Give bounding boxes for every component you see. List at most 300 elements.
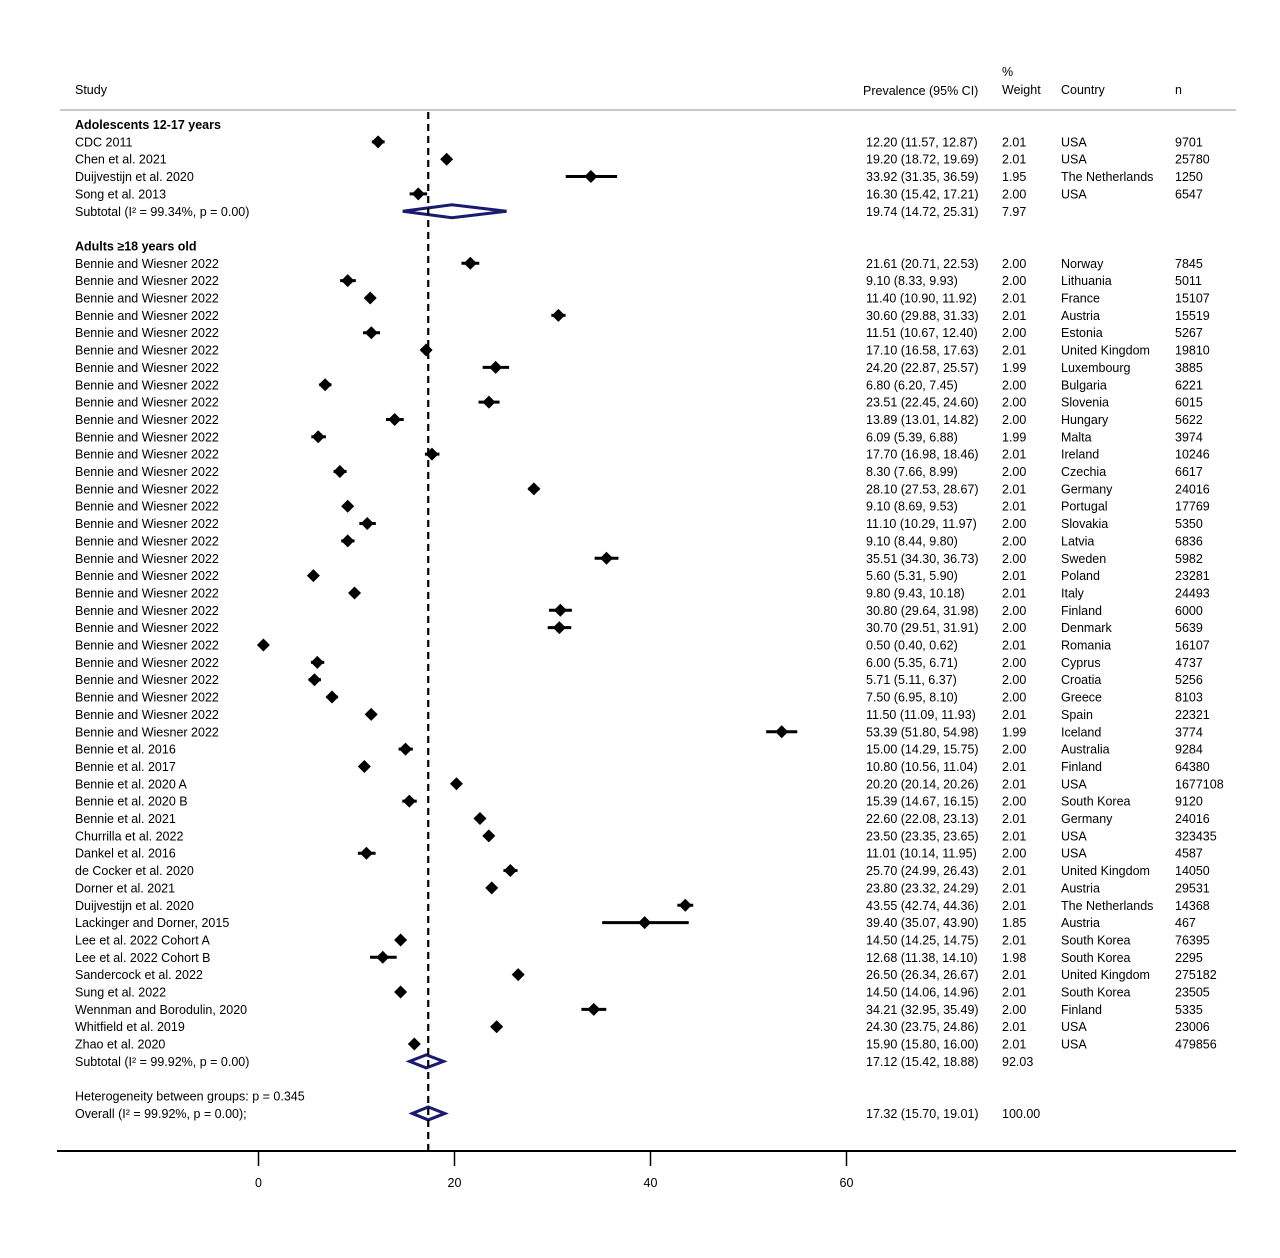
weight-value: 2.01 [1002, 343, 1027, 358]
country-value: USA [1061, 135, 1087, 150]
weight-value: 2.01 [1002, 985, 1027, 1000]
header-study: Study [75, 83, 107, 97]
country-value: USA [1061, 777, 1087, 792]
prevalence-ci-value: 14.50 (14.06, 14.96) [866, 985, 979, 1000]
pooled-weight-value: 100.00 [1002, 1106, 1041, 1121]
study-label: Bennie and Wiesner 2022 [75, 499, 219, 514]
study-label: Bennie and Wiesner 2022 [75, 395, 219, 410]
point-estimate-marker [365, 326, 378, 339]
sample-size-value: 323435 [1175, 829, 1217, 844]
point-estimate-marker [408, 1038, 421, 1051]
weight-value: 2.00 [1002, 395, 1027, 410]
table-row [75, 916, 1196, 930]
table-row [75, 847, 1203, 861]
prevalence-ci-value: 11.10 (10.29, 11.97) [866, 517, 977, 532]
country-value: South Korea [1061, 950, 1131, 965]
prevalence-ci-value: 12.68 (11.38, 14.10) [866, 950, 978, 965]
country-value: Iceland [1061, 725, 1102, 740]
study-label: Dorner et al. 2021 [75, 881, 176, 896]
weight-value: 2.00 [1002, 742, 1027, 757]
sample-size-value: 64380 [1175, 759, 1210, 774]
table-row [75, 500, 1210, 514]
country-value: The Netherlands [1061, 170, 1154, 185]
point-estimate-marker [473, 812, 486, 825]
header-country: Country [1061, 83, 1105, 97]
study-label: Bennie and Wiesner 2022 [75, 465, 219, 479]
study-label: Duijvestijn et al. 2020 [75, 170, 194, 185]
country-value: United Kingdom [1061, 343, 1150, 358]
weight-value: 2.01 [1002, 482, 1027, 497]
country-value: United Kingdom [1061, 968, 1150, 983]
table-row [75, 708, 1210, 722]
prevalence-ci-value: 0.50 (0.40, 0.62) [866, 638, 958, 653]
prevalence-ci-value: 23.80 (23.32, 24.29) [866, 881, 979, 896]
point-estimate-marker [307, 569, 320, 582]
sample-size-value: 76395 [1175, 933, 1210, 948]
sample-size-value: 14050 [1175, 864, 1210, 879]
sample-size-value: 24016 [1175, 812, 1210, 826]
prevalence-ci-value: 12.20 (11.57, 12.87) [866, 135, 978, 150]
study-label: Bennie and Wiesner 2022 [75, 447, 219, 462]
table-row [75, 552, 1203, 566]
table-row [75, 292, 1210, 306]
point-estimate-marker [399, 743, 412, 756]
table-row [75, 864, 1210, 878]
study-label: Sandercock et al. 2022 [75, 968, 203, 983]
table-row [75, 153, 1210, 167]
point-estimate-marker [504, 864, 517, 877]
country-value: Denmark [1061, 621, 1112, 636]
country-value: Ireland [1061, 447, 1100, 462]
study-label: Whitfield et al. 2019 [75, 1020, 185, 1035]
sample-size-value: 16107 [1175, 638, 1210, 653]
table-row [75, 135, 1203, 149]
study-label: Bennie et al. 2020 A [75, 777, 187, 792]
point-estimate-marker [360, 847, 373, 860]
country-value: Norway [1061, 256, 1104, 271]
study-label: Churrilla et al. 2022 [75, 829, 184, 844]
table-row [75, 743, 1203, 757]
table-row [75, 812, 1210, 826]
country-value: Germany [1061, 482, 1113, 497]
weight-value: 1.98 [1002, 950, 1027, 965]
table-row [75, 465, 1203, 479]
table-row [75, 378, 1203, 392]
weight-value: 2.01 [1002, 898, 1027, 913]
table-row [75, 534, 1203, 548]
table-row [75, 725, 1203, 739]
study-label: Wennman and Borodulin, 2020 [75, 1002, 248, 1017]
point-estimate-marker [553, 621, 566, 634]
prevalence-ci-value: 26.50 (26.34, 26.67) [866, 968, 979, 983]
study-label: Bennie and Wiesner 2022 [75, 360, 219, 375]
prevalence-ci-value: 30.60 (29.88, 31.33) [866, 308, 979, 323]
sample-size-value: 10246 [1175, 447, 1210, 462]
point-estimate-marker [412, 187, 425, 200]
country-value: The Netherlands [1061, 898, 1154, 913]
study-label: Bennie and Wiesner 2022 [75, 690, 219, 705]
sample-size-value: 6000 [1175, 603, 1203, 618]
point-estimate-marker [775, 725, 788, 738]
table-row [75, 187, 1203, 201]
weight-value: 2.00 [1002, 534, 1027, 549]
study-label: Bennie and Wiesner 2022 [75, 378, 219, 393]
country-value: Finland [1061, 1002, 1102, 1017]
study-label: Bennie and Wiesner 2022 [75, 725, 219, 740]
study-label: Bennie and Wiesner 2022 [75, 586, 219, 601]
group-title: Adolescents 12-17 years [75, 118, 221, 132]
prevalence-ci-value: 43.55 (42.74, 44.36) [866, 898, 979, 913]
weight-value: 2.00 [1002, 326, 1027, 341]
sample-size-value: 23006 [1175, 1020, 1210, 1035]
header-prevalence: Prevalence (95% CI) [863, 84, 979, 98]
table-row [75, 309, 1210, 323]
weight-value: 1.95 [1002, 170, 1027, 185]
weight-value: 2.01 [1002, 777, 1027, 792]
prevalence-ci-value: 30.80 (29.64, 31.98) [866, 603, 979, 618]
sample-size-value: 5982 [1175, 551, 1203, 566]
point-estimate-marker [587, 1003, 600, 1016]
country-value: Croatia [1061, 673, 1102, 688]
weight-value: 2.01 [1002, 1020, 1027, 1035]
prevalence-ci-value: 28.10 (27.53, 28.67) [866, 482, 979, 497]
point-estimate-marker [361, 517, 374, 530]
x-tick-label: 60 [839, 1176, 854, 1190]
sample-size-value: 5267 [1175, 326, 1203, 341]
country-value: USA [1061, 1020, 1087, 1035]
prevalence-ci-value: 16.30 (15.42, 17.21) [866, 187, 979, 202]
weight-value: 2.00 [1002, 551, 1027, 566]
prevalence-ci-value: 17.70 (16.98, 18.46) [866, 447, 979, 462]
table-row [75, 760, 1210, 774]
country-value: Hungary [1061, 412, 1109, 427]
prevalence-ci-value: 14.50 (14.25, 14.75) [866, 933, 979, 948]
point-estimate-marker [257, 639, 270, 652]
weight-value: 2.01 [1002, 881, 1027, 896]
prevalence-ci-value: 34.21 (32.95, 35.49) [866, 1002, 979, 1017]
country-value: Lithuania [1061, 274, 1112, 289]
study-label: Bennie et al. 2017 [75, 759, 176, 774]
country-value: Austria [1061, 881, 1100, 896]
sample-size-value: 22321 [1175, 707, 1210, 722]
study-label: Bennie and Wiesner 2022 [75, 534, 219, 549]
table-row [75, 829, 1217, 843]
weight-value: 2.00 [1002, 378, 1027, 393]
country-value: South Korea [1061, 985, 1131, 1000]
prevalence-ci-value: 11.51 (10.67, 12.40) [866, 326, 978, 341]
country-value: Romania [1061, 638, 1112, 653]
study-label: de Cocker et al. 2020 [75, 864, 194, 879]
sample-size-value: 275182 [1175, 968, 1217, 983]
study-label: Sung et al. 2022 [75, 985, 167, 1000]
table-row [75, 517, 1203, 531]
weight-value: 2.01 [1002, 707, 1027, 722]
table-row [75, 344, 1210, 358]
sample-size-value: 3974 [1175, 430, 1203, 445]
country-value: USA [1061, 829, 1087, 844]
point-estimate-marker [552, 309, 565, 322]
prevalence-ci-value: 5.60 (5.31, 5.90) [866, 569, 958, 584]
study-label: Bennie and Wiesner 2022 [75, 517, 219, 532]
header-n: n [1175, 83, 1182, 97]
point-estimate-marker [319, 378, 332, 391]
pooled-label: Overall (I² = 99.92%, p = 0.00); [75, 1106, 247, 1121]
prevalence-ci-value: 17.10 (16.58, 17.63) [866, 343, 979, 358]
country-value: Slovakia [1061, 517, 1109, 532]
country-value: Malta [1061, 430, 1092, 445]
prevalence-ci-value: 15.00 (14.29, 15.75) [866, 742, 979, 757]
country-value: Spain [1061, 707, 1093, 722]
sample-size-value: 4737 [1175, 655, 1203, 670]
point-estimate-marker [394, 986, 407, 999]
point-estimate-marker [600, 552, 613, 565]
table-row [75, 621, 1203, 635]
point-estimate-marker [420, 344, 433, 357]
table-row [75, 413, 1203, 427]
country-value: Greece [1061, 690, 1102, 705]
table-row [75, 170, 1203, 184]
table-row [75, 673, 1203, 687]
weight-value: 2.00 [1002, 274, 1027, 289]
study-label: Bennie and Wiesner 2022 [75, 291, 219, 306]
prevalence-ci-value: 11.50 (11.09, 11.93) [866, 707, 976, 722]
prevalence-ci-value: 30.70 (29.51, 31.91) [866, 621, 979, 636]
study-label: Lee et al. 2022 Cohort A [75, 933, 210, 948]
weight-value: 2.00 [1002, 690, 1027, 705]
country-value: Sweden [1061, 551, 1107, 566]
table-row [75, 326, 1203, 340]
weight-value: 2.00 [1002, 673, 1027, 688]
prevalence-ci-value: 13.89 (13.01, 14.82) [866, 412, 979, 427]
prevalence-ci-value: 25.70 (24.99, 26.43) [866, 864, 979, 879]
sample-size-value: 17769 [1175, 499, 1210, 514]
weight-value: 2.01 [1002, 759, 1027, 774]
sample-size-value: 15107 [1175, 291, 1210, 306]
prevalence-ci-value: 6.09 (5.39, 6.88) [866, 430, 958, 445]
point-estimate-marker [308, 673, 321, 686]
weight-value: 2.00 [1002, 412, 1027, 427]
sample-size-value: 29531 [1175, 881, 1210, 896]
prevalence-ci-value: 9.80 (9.43, 10.18) [866, 586, 965, 601]
weight-value: 2.01 [1002, 586, 1027, 601]
table-row [75, 569, 1210, 583]
point-estimate-marker [584, 170, 597, 183]
sample-size-value: 5639 [1175, 621, 1203, 636]
sample-size-value: 23281 [1175, 569, 1210, 584]
header-weight-percent: % [1002, 65, 1014, 79]
table-row [75, 795, 1203, 809]
country-value: Estonia [1061, 326, 1103, 341]
prevalence-ci-value: 10.80 (10.56, 11.04) [866, 759, 978, 774]
pooled-weight-value: 7.97 [1002, 204, 1027, 219]
prevalence-ci-value: 33.92 (31.35, 36.59) [866, 170, 979, 185]
pooled-diamond [410, 1055, 444, 1068]
sample-size-value: 25780 [1175, 152, 1210, 167]
table-row [75, 951, 1203, 965]
prevalence-ci-value: 23.50 (23.35, 23.65) [866, 829, 979, 844]
pooled-label: Subtotal (I² = 99.92%, p = 0.00) [75, 1054, 250, 1069]
sample-size-value: 24016 [1175, 482, 1210, 497]
prevalence-ci-value: 19.20 (18.72, 19.69) [866, 152, 979, 167]
country-value: France [1061, 291, 1100, 306]
table-row [75, 1020, 1210, 1034]
weight-value: 2.01 [1002, 933, 1027, 948]
prevalence-ci-value: 7.50 (6.95, 8.10) [866, 690, 958, 705]
x-tick-label: 40 [643, 1176, 658, 1190]
country-value: USA [1061, 1037, 1087, 1052]
weight-value: 1.99 [1002, 360, 1027, 375]
study-label: Bennie and Wiesner 2022 [75, 673, 219, 688]
point-estimate-marker [512, 968, 525, 981]
sample-size-value: 23505 [1175, 985, 1210, 1000]
prevalence-ci-value: 15.90 (15.80, 16.00) [866, 1037, 979, 1052]
weight-value: 2.00 [1002, 256, 1027, 271]
point-estimate-marker [341, 274, 354, 287]
sample-size-value: 6221 [1175, 378, 1203, 393]
point-estimate-marker [489, 361, 502, 374]
sample-size-value: 1250 [1175, 170, 1203, 185]
table-header [75, 65, 1182, 98]
study-label: Bennie and Wiesner 2022 [75, 655, 219, 670]
weight-value: 2.00 [1002, 621, 1027, 636]
weight-value: 2.01 [1002, 638, 1027, 653]
sample-size-value: 5335 [1175, 1002, 1203, 1017]
weight-value: 2.01 [1002, 135, 1027, 150]
study-label: Lee et al. 2022 Cohort B [75, 950, 211, 965]
study-rows [75, 118, 1224, 1121]
sample-size-value: 8103 [1175, 690, 1203, 705]
study-label: Bennie and Wiesner 2022 [75, 430, 219, 445]
sample-size-value: 5256 [1175, 673, 1203, 688]
country-value: Italy [1061, 586, 1084, 601]
weight-value: 2.00 [1002, 517, 1027, 532]
point-estimate-marker [326, 691, 339, 704]
country-value: Slovenia [1061, 395, 1109, 410]
sample-size-value: 24493 [1175, 586, 1210, 601]
table-row [75, 1003, 1203, 1017]
country-value: Australia [1061, 742, 1110, 757]
sample-size-value: 15519 [1175, 308, 1210, 323]
prevalence-ci-value: 15.39 (14.67, 16.15) [866, 794, 979, 809]
table-row [75, 777, 1224, 791]
point-estimate-marker [312, 430, 325, 443]
country-value: Bulgaria [1061, 378, 1107, 393]
table-row [75, 430, 1203, 444]
subtotal-row [75, 205, 1026, 219]
country-value: United Kingdom [1061, 864, 1150, 879]
sample-size-value: 5011 [1175, 274, 1202, 289]
overall-row [75, 1107, 1040, 1121]
point-estimate-marker [358, 760, 371, 773]
x-axis [57, 112, 1236, 1190]
study-label: Bennie and Wiesner 2022 [75, 621, 219, 636]
weight-value: 2.00 [1002, 655, 1027, 670]
weight-value: 1.99 [1002, 430, 1027, 445]
prevalence-ci-value: 6.00 (5.35, 6.71) [866, 655, 958, 670]
country-value: Portugal [1061, 499, 1108, 514]
table-row [75, 396, 1203, 410]
country-value: Luxembourg [1061, 360, 1131, 375]
study-label: Lackinger and Dorner, 2015 [75, 916, 230, 931]
table-row [75, 604, 1203, 618]
prevalence-ci-value: 24.20 (22.87, 25.57) [866, 360, 979, 375]
country-value: Germany [1061, 812, 1113, 826]
sample-size-value: 3885 [1175, 360, 1203, 375]
weight-value: 2.00 [1002, 465, 1027, 479]
weight-value: 2.01 [1002, 152, 1027, 167]
country-value: Finland [1061, 759, 1102, 774]
sample-size-value: 5350 [1175, 517, 1203, 532]
weight-value: 2.00 [1002, 603, 1027, 618]
point-estimate-marker [554, 604, 567, 617]
weight-value: 1.85 [1002, 916, 1027, 931]
prevalence-ci-value: 21.61 (20.71, 22.53) [866, 256, 979, 271]
sample-size-value: 7845 [1175, 256, 1203, 271]
weight-value: 2.01 [1002, 829, 1027, 844]
study-label: Bennie and Wiesner 2022 [75, 551, 219, 566]
sample-size-value: 6836 [1175, 534, 1203, 549]
header-weight: Weight [1002, 83, 1041, 97]
country-value: Finland [1061, 603, 1102, 618]
point-estimate-marker [482, 396, 495, 409]
sample-size-value: 6547 [1175, 187, 1203, 202]
weight-value: 2.00 [1002, 846, 1027, 861]
sample-size-value: 3774 [1175, 725, 1203, 740]
prevalence-ci-value: 9.10 (8.69, 9.53) [866, 499, 958, 514]
weight-value: 2.01 [1002, 812, 1027, 826]
point-estimate-marker [450, 777, 463, 790]
table-row [75, 274, 1202, 288]
sample-size-value: 9701 [1175, 135, 1203, 150]
country-value: Poland [1061, 569, 1100, 584]
table-row [75, 968, 1217, 982]
sample-size-value: 19810 [1175, 343, 1210, 358]
sample-size-value: 467 [1175, 916, 1196, 931]
sample-size-value: 479856 [1175, 1037, 1217, 1052]
study-label: Zhao et al. 2020 [75, 1037, 166, 1052]
weight-value: 2.01 [1002, 447, 1027, 462]
point-estimate-marker [365, 708, 378, 721]
pooled-diamond [403, 205, 507, 218]
table-row [75, 1038, 1217, 1052]
study-label: Duijvestijn et al. 2020 [75, 898, 194, 913]
table-row [75, 933, 1210, 947]
point-estimate-marker [376, 951, 389, 964]
table-row [75, 361, 1203, 375]
point-estimate-marker [394, 933, 407, 946]
prevalence-ci-value: 39.40 (35.07, 43.90) [866, 916, 979, 931]
prevalence-ci-value: 6.80 (6.20, 7.45) [866, 378, 958, 393]
table-row [75, 986, 1210, 1000]
point-estimate-marker [364, 292, 377, 305]
study-label: Song et al. 2013 [75, 187, 167, 202]
study-label: Bennie and Wiesner 2022 [75, 326, 219, 341]
study-label: Bennie and Wiesner 2022 [75, 482, 219, 497]
sample-size-value: 4587 [1175, 846, 1203, 861]
weight-value: 2.01 [1002, 1037, 1027, 1052]
sample-size-value: 14368 [1175, 898, 1210, 913]
pooled-ci-value: 17.32 (15.70, 19.01) [866, 1106, 979, 1121]
study-label: Bennie et al. 2020 B [75, 794, 188, 809]
point-estimate-marker [490, 1020, 503, 1033]
country-value: South Korea [1061, 794, 1131, 809]
study-label: Bennie and Wiesner 2022 [75, 343, 219, 358]
study-label: Bennie and Wiesner 2022 [75, 569, 219, 584]
study-label: Chen et al. 2021 [75, 152, 167, 167]
country-value: USA [1061, 152, 1087, 167]
point-estimate-marker [403, 795, 416, 808]
weight-value: 2.01 [1002, 499, 1027, 514]
